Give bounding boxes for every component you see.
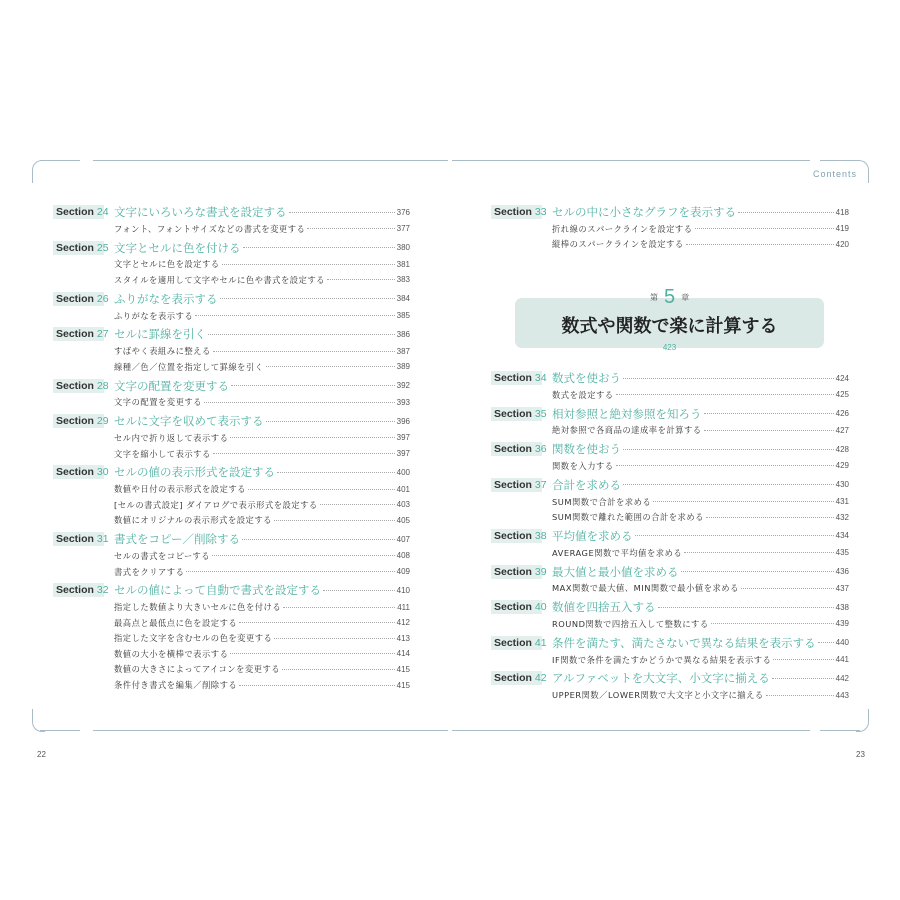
- section-entry[interactable]: [53, 325, 410, 343]
- subsection-entry[interactable]: [53, 359, 410, 375]
- chapter-suffix: 章: [681, 293, 690, 302]
- subsection-title: ROUND関数で四捨五入して整数にする: [552, 618, 709, 629]
- section-page: 384: [396, 294, 410, 304]
- section-entry[interactable]: [491, 634, 849, 652]
- section-label-text: Section: [56, 379, 94, 392]
- section-label-text: Section: [494, 443, 532, 456]
- subsection-entry[interactable]: [53, 548, 410, 564]
- subsection-title: 文字の配置を変更する: [114, 397, 202, 408]
- subsection-page: 443: [835, 690, 849, 700]
- dot-leader: [684, 552, 833, 553]
- dot-leader: [277, 472, 395, 473]
- section-page: 442: [835, 673, 849, 683]
- dot-leader: [695, 228, 834, 229]
- dot-leader: [766, 695, 834, 696]
- subsection-entry[interactable]: [53, 308, 410, 324]
- section-label-text: Section: [494, 636, 532, 649]
- section-title: セルに文字を収めて表示する: [114, 414, 264, 429]
- section-entry[interactable]: [491, 527, 849, 545]
- subsection-title: SUM関数で離れた範囲の合計を求める: [552, 512, 704, 523]
- section-number: 27: [96, 328, 109, 341]
- subsection-entry[interactable]: [53, 615, 410, 631]
- subsection-entry[interactable]: [491, 237, 849, 253]
- section-page: 396: [396, 416, 410, 426]
- dot-leader: [623, 449, 834, 450]
- section-title: セルの値によって自動で書式を設定する: [114, 583, 321, 598]
- frame-top-line-right-short: [820, 160, 860, 161]
- subsection-page: 389: [396, 362, 410, 372]
- dot-leader: [772, 678, 834, 679]
- section-entry[interactable]: [53, 203, 410, 221]
- dot-leader: [635, 535, 834, 536]
- section-title: ふりがなを表示する: [114, 291, 218, 306]
- subsection-entry[interactable]: [53, 446, 410, 462]
- section-number: 26: [96, 292, 109, 305]
- dot-leader: [230, 437, 394, 438]
- subsection-page: 415: [396, 680, 410, 690]
- subsection-title: 線種／色／位置を指定して罫線を引く: [114, 361, 264, 372]
- subsection-page: 412: [396, 618, 410, 628]
- dot-leader: [186, 571, 394, 572]
- section-number: 24: [96, 206, 109, 218]
- section-number: 36: [534, 443, 547, 456]
- section-label: [491, 529, 547, 543]
- subsection-entry[interactable]: [53, 257, 410, 273]
- subsection-page: 405: [396, 515, 410, 525]
- chapter-heading: [515, 286, 824, 309]
- section-page: 392: [396, 381, 410, 391]
- subsection-page: 393: [396, 397, 410, 407]
- subsection-page: 437: [835, 583, 849, 593]
- section-title: 平均値を求める: [552, 528, 633, 543]
- page-number-right: 23: [856, 750, 865, 759]
- subsection-entry[interactable]: [53, 343, 410, 359]
- subsection-title: SUM関数で合計を求める: [552, 496, 652, 507]
- dot-leader: [283, 607, 395, 608]
- section-label-text: Section: [494, 672, 532, 685]
- dot-leader: [243, 247, 395, 248]
- dot-leader: [623, 484, 834, 485]
- subsection-title: IF関数で条件を満たすかどうかで異なる結果を表示する: [552, 654, 772, 665]
- dot-leader: [773, 659, 833, 660]
- subsection-entry[interactable]: [491, 387, 849, 403]
- subsection-title: MAX関数で最大値、MIN関数で最小値を求める: [552, 583, 739, 594]
- section-label: [491, 205, 547, 219]
- section-number: 25: [96, 241, 109, 254]
- subsection-page: 411: [397, 602, 410, 612]
- section-title: 文字の配置を変更する: [114, 378, 229, 393]
- toc-left-column: [53, 201, 410, 693]
- section-number: 33: [534, 206, 547, 218]
- section-title: 数値を四捨五入する: [552, 600, 656, 615]
- section-title: 相対参照と絶対参照を知ろう: [552, 406, 702, 421]
- section-number: 31: [96, 533, 109, 546]
- dot-leader: [274, 638, 394, 639]
- dot-leader: [213, 351, 395, 352]
- subsection-entry[interactable]: [53, 599, 410, 615]
- subsection-title: 数値の大きさによってアイコンを変更する: [114, 664, 281, 675]
- subsection-entry[interactable]: [491, 581, 849, 597]
- section-page: 440: [835, 638, 849, 648]
- section-title: アルファベットを大文字、小文字に揃える: [552, 671, 770, 686]
- subsection-page: 401: [396, 484, 410, 494]
- section-label: [491, 371, 547, 385]
- section-number: 38: [534, 529, 547, 542]
- section-label-text: Section: [56, 241, 94, 254]
- section-title: 文字とセルに色を付ける: [114, 240, 241, 255]
- section-number: 40: [534, 601, 547, 614]
- section-page: 438: [835, 602, 849, 612]
- subsection-entry[interactable]: [491, 458, 849, 474]
- chapter-page: 423: [662, 343, 677, 352]
- chapter-title[interactable]: 数式や関数で楽に計算する: [561, 316, 778, 337]
- toc-right-column: [491, 367, 849, 703]
- section-entry[interactable]: [491, 405, 849, 423]
- section-label: [53, 292, 109, 306]
- section-label: [53, 379, 109, 393]
- section-entry[interactable]: [53, 377, 410, 395]
- frame-top-line-left-short: [40, 160, 80, 161]
- subsection-entry[interactable]: [491, 221, 849, 237]
- subsection-page: 419: [835, 224, 849, 234]
- section-title: 合計を求める: [552, 477, 621, 492]
- section-number: 34: [534, 372, 547, 384]
- section-label: [491, 671, 547, 685]
- frame-bottom-line-right-short: [820, 730, 860, 731]
- subsection-page: 427: [835, 425, 849, 435]
- subsection-page: 429: [835, 461, 849, 471]
- subsection-title: UPPER関数／LOWER関数で大文字と小文字に揃える: [552, 690, 764, 701]
- chapter-number: 5: [663, 286, 676, 308]
- subsection-title: 数値にオリジナルの表示形式を設定する: [114, 515, 272, 526]
- subsection-entry[interactable]: [53, 430, 410, 446]
- dot-leader: [307, 228, 394, 229]
- section-number: 39: [534, 565, 547, 578]
- section-entry[interactable]: [53, 530, 410, 548]
- section-label: [491, 636, 547, 650]
- subsection-title: 数値の大小を横棒で表示する: [114, 648, 229, 659]
- section-page: 410: [396, 585, 410, 595]
- subsection-entry[interactable]: [53, 662, 410, 678]
- section-label: [53, 327, 109, 341]
- frame-corner-bottom-left: [32, 709, 45, 732]
- section-number: 37: [534, 478, 547, 491]
- section-title: 関数を使おう: [552, 442, 621, 457]
- subsection-title: フォント、フォントサイズなどの書式を変更する: [114, 223, 306, 234]
- section-title: 条件を満たす、満たさないで異なる結果を表示する: [552, 635, 816, 650]
- subsection-title: AVERAGE関数で平均値を求める: [552, 547, 683, 558]
- subsection-title: セルの書式をコピーする: [114, 550, 211, 561]
- subsection-title: セル内で折り返して表示する: [114, 432, 229, 443]
- section-title: 書式をコピー／削除する: [114, 532, 241, 547]
- dot-leader: [711, 623, 834, 624]
- toc-right-top-column: [491, 201, 849, 252]
- section-page: 418: [835, 207, 849, 217]
- section-label-text: Section: [494, 206, 532, 218]
- subsection-page: 432: [835, 512, 849, 522]
- subsection-entry[interactable]: [491, 494, 849, 510]
- dot-leader: [204, 402, 395, 403]
- frame-bottom-line: [93, 730, 448, 731]
- dot-leader: [658, 607, 834, 608]
- section-label-text: Section: [56, 292, 94, 305]
- subsection-entry[interactable]: [53, 631, 410, 647]
- section-page: 436: [835, 567, 849, 577]
- section-label-text: Section: [56, 206, 94, 218]
- section-entry[interactable]: [491, 440, 849, 458]
- subsection-page: 381: [396, 259, 410, 269]
- dot-leader: [686, 244, 834, 245]
- dot-leader: [327, 279, 395, 280]
- section-label-text: Section: [56, 466, 94, 479]
- frame-bottom-line-left-short: [40, 730, 80, 731]
- subsection-title: 指定した数値より大きいセルに色を付ける: [114, 602, 282, 613]
- section-entry[interactable]: [491, 369, 849, 387]
- subsection-title: [セルの書式設定] ダイアログで表示形式を設定する: [114, 499, 318, 510]
- subsection-entry[interactable]: [53, 677, 410, 693]
- section-label: [491, 565, 547, 579]
- subsection-entry[interactable]: [53, 395, 410, 411]
- section-label: [53, 532, 109, 546]
- section-number: 35: [534, 407, 547, 420]
- section-entry[interactable]: [491, 598, 849, 616]
- dot-leader: [231, 385, 395, 386]
- dot-leader: [239, 685, 394, 686]
- subsection-entry[interactable]: [53, 646, 410, 662]
- subsection-page: 414: [396, 649, 410, 659]
- subsection-entry[interactable]: [53, 481, 410, 497]
- dot-leader: [220, 298, 395, 299]
- section-page: 376: [396, 207, 410, 217]
- subsection-title: 関数を入力する: [552, 460, 614, 471]
- subsection-page: 408: [396, 551, 410, 561]
- subsection-title: 条件付き書式を編集／削除する: [114, 680, 238, 691]
- section-title: 数式を使おう: [552, 371, 621, 385]
- frame-top-line-right: [452, 160, 810, 161]
- frame-corner-top-right: [856, 160, 869, 183]
- section-label-text: Section: [56, 533, 94, 546]
- subsection-page: 409: [396, 567, 410, 577]
- section-label: [491, 600, 547, 614]
- section-number: 41: [534, 636, 547, 649]
- subsection-entry[interactable]: [53, 221, 410, 237]
- dot-leader: [274, 520, 395, 521]
- dot-leader: [623, 378, 834, 379]
- section-label: [53, 465, 109, 479]
- section-page: 380: [396, 243, 410, 253]
- dot-leader: [248, 489, 395, 490]
- subsection-title: 折れ線のスパークラインを設定する: [552, 223, 693, 234]
- dot-leader: [653, 501, 833, 502]
- dot-leader: [239, 622, 394, 623]
- frame-corner-top-left: [32, 160, 45, 183]
- frame-top-line: [93, 160, 448, 161]
- section-entry[interactable]: [53, 463, 410, 481]
- section-entry[interactable]: [53, 412, 410, 430]
- subsection-title: ふりがなを表示する: [114, 310, 194, 321]
- section-page: 424: [835, 373, 849, 383]
- dot-leader: [289, 212, 395, 213]
- subsection-title: 文字を縮小して表示する: [114, 448, 211, 459]
- frame-corner-bottom-right: [856, 709, 869, 732]
- dot-leader: [266, 421, 395, 422]
- subsection-page: 435: [835, 548, 849, 558]
- subsection-entry[interactable]: [53, 564, 410, 580]
- subsection-page: 387: [396, 346, 410, 356]
- section-label: [53, 583, 109, 597]
- subsection-page: 415: [396, 664, 410, 674]
- section-label-text: Section: [56, 328, 94, 341]
- section-label-text: Section: [494, 372, 532, 384]
- dot-leader: [195, 315, 394, 316]
- chapter-prefix: 第: [649, 293, 658, 302]
- subsection-title: 縦棒のスパークラインを設定する: [552, 239, 684, 250]
- dot-leader: [704, 430, 834, 431]
- section-entry[interactable]: [53, 239, 410, 257]
- section-page: 428: [835, 444, 849, 454]
- section-entry[interactable]: [491, 669, 849, 687]
- section-label: [53, 414, 109, 428]
- dot-leader: [208, 334, 395, 335]
- subsection-page: 397: [396, 449, 410, 459]
- section-title: 文字にいろいろな書式を設定する: [114, 205, 287, 219]
- section-page: 386: [396, 329, 410, 339]
- subsection-title: 書式をクリアする: [114, 566, 185, 577]
- section-title: 最大値と最小値を求める: [552, 564, 679, 579]
- dot-leader: [266, 366, 395, 367]
- subsection-page: 420: [835, 239, 849, 249]
- section-title: セルの値の表示形式を設定する: [114, 465, 275, 480]
- section-number: 32: [96, 584, 109, 597]
- contents-label: Contents: [812, 169, 857, 179]
- section-page: 407: [396, 534, 410, 544]
- subsection-entry[interactable]: [53, 497, 410, 513]
- subsection-page: 403: [396, 500, 410, 510]
- dot-leader: [213, 453, 395, 454]
- subsection-page: 397: [396, 433, 410, 443]
- subsection-title: スタイルを適用して文字やセルに色や書式を設定する: [114, 274, 325, 285]
- subsection-page: 413: [396, 633, 410, 643]
- section-number: 30: [96, 466, 109, 479]
- subsection-title: 数値や日付の表示形式を設定する: [114, 484, 246, 495]
- section-label-text: Section: [494, 565, 532, 578]
- dot-leader: [681, 571, 834, 572]
- dot-leader: [818, 642, 834, 643]
- subsection-title: すばやく表組みに整える: [114, 346, 211, 357]
- subsection-title: 指定した文字を含むセルの色を変更する: [114, 633, 273, 644]
- section-label: [53, 241, 109, 255]
- page-number-left: 22: [37, 750, 46, 759]
- section-entry[interactable]: [491, 476, 849, 494]
- dot-leader: [738, 212, 834, 213]
- subsection-page: 441: [835, 655, 849, 665]
- section-page: 400: [396, 467, 410, 477]
- dot-leader: [616, 394, 834, 395]
- section-number: 29: [96, 415, 109, 428]
- subsection-title: 絶対参照で各商品の達成率を計算する: [552, 425, 702, 436]
- subsection-title: 文字とセルに色を設定する: [114, 259, 220, 270]
- dot-leader: [616, 465, 834, 466]
- section-title: セルの中に小さなグラフを表示する: [552, 205, 736, 219]
- subsection-entry[interactable]: [491, 687, 849, 703]
- dot-leader: [222, 264, 395, 265]
- subsection-entry[interactable]: [53, 513, 410, 529]
- section-number: 42: [534, 672, 547, 685]
- subsection-title: 数式を設定する: [552, 389, 614, 400]
- section-label-text: Section: [494, 601, 532, 614]
- subsection-page: 385: [396, 311, 410, 321]
- subsection-entry[interactable]: [491, 423, 849, 439]
- section-label: [53, 205, 109, 219]
- section-label: [491, 478, 547, 492]
- section-entry[interactable]: [53, 581, 410, 599]
- subsection-page: 377: [396, 224, 410, 234]
- subsection-page: 425: [835, 390, 849, 400]
- dot-leader: [706, 517, 834, 518]
- dot-leader: [212, 555, 395, 556]
- dot-leader: [741, 588, 834, 589]
- section-page: 434: [835, 531, 849, 541]
- section-label-text: Section: [494, 407, 532, 420]
- subsection-page: 383: [396, 275, 410, 285]
- subsection-entry[interactable]: [53, 272, 410, 288]
- subsection-entry[interactable]: [491, 545, 849, 561]
- section-label-text: Section: [494, 529, 532, 542]
- dot-leader: [282, 669, 395, 670]
- section-label-text: Section: [56, 584, 94, 597]
- dot-leader: [323, 590, 395, 591]
- section-label-text: Section: [56, 415, 94, 428]
- section-entry[interactable]: [491, 203, 849, 221]
- frame-bottom-line-right: [452, 730, 810, 731]
- section-label: [491, 407, 547, 421]
- subsection-page: 431: [835, 497, 849, 507]
- section-title: セルに罫線を引く: [114, 327, 206, 342]
- dot-leader: [230, 653, 394, 654]
- dot-leader: [242, 539, 395, 540]
- subsection-entry[interactable]: [491, 652, 849, 668]
- dot-leader: [320, 504, 395, 505]
- section-label-text: Section: [494, 478, 532, 491]
- subsection-page: 439: [835, 619, 849, 629]
- subsection-entry[interactable]: [491, 616, 849, 632]
- subsection-title: 最高点と最低点に色を設定する: [114, 617, 238, 628]
- section-number: 28: [96, 379, 109, 392]
- section-entry[interactable]: [491, 563, 849, 581]
- section-label: [491, 442, 547, 456]
- dot-leader: [704, 413, 834, 414]
- section-entry[interactable]: [53, 290, 410, 308]
- section-page: 426: [835, 409, 849, 419]
- section-page: 430: [835, 480, 849, 490]
- subsection-entry[interactable]: [491, 509, 849, 525]
